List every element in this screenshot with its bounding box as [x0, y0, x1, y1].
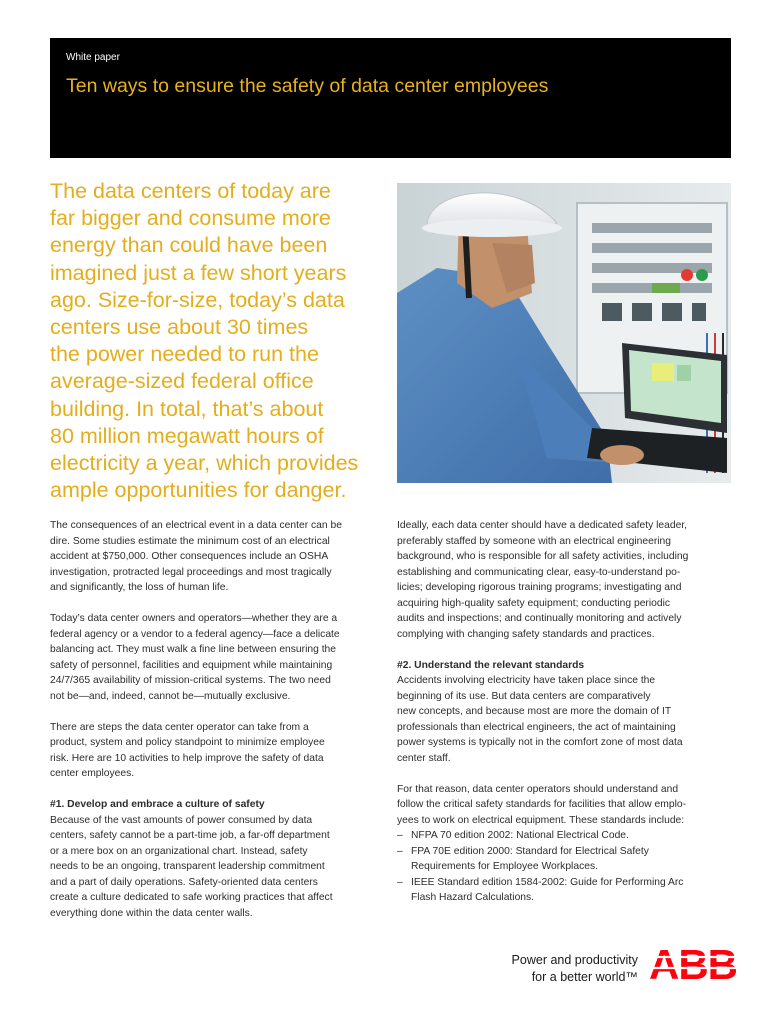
text-line: 24/7/365 availability of mission-critical systems. The two need	[50, 675, 331, 686]
abb-logo	[649, 943, 743, 985]
header-banner	[50, 38, 731, 158]
section-2-heading: #2. Understand the relevant standards	[397, 659, 585, 671]
dash-bullet: –	[397, 830, 403, 841]
standard-list-line	[397, 859, 735, 875]
right-text-column	[397, 518, 735, 906]
standard-text: Flash Hazard Calculations.	[411, 892, 535, 903]
text-line: product, system and policy standpoint to minimize employee	[50, 737, 325, 748]
text-line: center employees.	[50, 768, 135, 779]
text-line: professionals than electrical engineers, the act of maintaining	[397, 721, 676, 733]
technician-with-laptop-image	[397, 183, 731, 483]
section-2-body	[397, 673, 735, 766]
intro-paragraph-consequences	[50, 518, 390, 596]
text-line: center staff.	[397, 752, 451, 764]
standard-text: IEEE Standard edition 1584-2002: Guide for Performing Arc	[411, 876, 684, 888]
document-type-label: White paper	[66, 52, 120, 63]
text-line: Ideally, each data center should have a dedicated safety leader,	[397, 520, 688, 531]
safety-leader-paragraph	[397, 518, 735, 642]
text-line: power systems is typically not in the comfort zone of most data	[397, 737, 683, 748]
lead-line: energy than could have been	[50, 233, 328, 258]
lead-paragraph	[50, 178, 390, 504]
lead-line: ago. Size-for-size, today’s data	[50, 287, 345, 312]
lead-line: centers use about 30 times	[50, 315, 309, 340]
standard-list-line	[397, 890, 735, 906]
text-line: not be—and, indeed, cannot be—mutually exclusive.	[50, 690, 291, 702]
text-line: investigation, protracted legal proceedings and most tragically	[50, 566, 332, 578]
lead-line: The data centers of today are	[50, 179, 331, 203]
text-line: centers, safety cannot be a part-time job, a far-off department	[50, 830, 330, 841]
standard-list-line	[397, 844, 735, 860]
text-line: audits and inspections; and continually monitoring and actively	[397, 613, 682, 624]
text-line: federal agency or a vendor to a federal agency—face a delicate	[50, 628, 340, 640]
dash-bullet: –	[397, 876, 403, 888]
lead-line: 80 million megawatt hours of	[50, 423, 324, 448]
dash-bullet: –	[397, 845, 403, 857]
intro-paragraph-balancing-act	[50, 611, 390, 704]
text-line: needs to be an ongoing, transparent leadership commitment	[50, 861, 325, 872]
standards-list	[397, 828, 735, 906]
standard-text: NFPA 70 edition 2002: National Electrical Code.	[411, 830, 629, 841]
standard-text: FPA 70E edition 2000: Standard for Electrical Safety	[411, 845, 649, 857]
section-1-body	[50, 813, 390, 922]
text-line: Today’s data center owners and operators—whether they are a	[50, 613, 338, 624]
text-line: Accidents involving electricity have taken place since the	[397, 675, 656, 686]
standards-intro-paragraph	[397, 782, 735, 829]
text-line: yees to work on electrical equipment. These standards include:	[397, 814, 685, 826]
standard-list-line	[397, 828, 735, 844]
lead-line: the power needed to run the	[50, 342, 319, 367]
text-line: establishing and communicating clear, easy-to-understand po-	[397, 566, 681, 578]
footer-tagline	[482, 952, 638, 986]
text-line: safety of personnel, facilities and equipment while maintaining	[50, 659, 333, 671]
text-line: complying with changing safety standards and practices.	[397, 628, 655, 640]
tagline-line-1: Power and productivity	[511, 953, 638, 967]
text-line: beginning of its use. But data centers are comparatively	[397, 690, 651, 702]
lead-line: ample opportunities for danger.	[50, 478, 347, 503]
lead-line: imagined just a few short years	[50, 260, 347, 285]
text-line: background, who is responsible for all safety activities, including	[397, 551, 689, 562]
intro-paragraph-steps	[50, 720, 390, 782]
text-line: licies; developing rigorous training programs; investigating and	[397, 582, 682, 593]
lead-line: electricity a year, which provides	[50, 451, 359, 476]
text-line: new concepts, and because most are more the domain of IT	[397, 706, 672, 717]
text-line: acquiring high-quality safety equipment; conducting periodic	[397, 597, 671, 609]
text-line: dire. Some studies estimate the minimum cost of an electrical	[50, 535, 330, 547]
text-line: or a mere box on an organizational chart. Instead, safety	[50, 845, 308, 857]
text-line: preferably staffed by someone with an electrical engineering	[397, 535, 671, 547]
text-line: There are steps the data center operator can take from a	[50, 721, 309, 733]
lead-line: building. In total, that’s about	[50, 396, 324, 421]
text-line: For that reason, data center operators should understand and	[397, 783, 679, 795]
abb-logo-text: ABB	[649, 943, 737, 985]
text-line: balancing act. They must walk a fine line between ensuring the	[50, 644, 337, 655]
text-line: and a part of daily operations. Safety-oriented data centers	[50, 876, 318, 888]
lead-line: average-sized federal office	[50, 369, 314, 394]
document-title: Ten ways to ensure the safety of data center employees	[66, 75, 549, 97]
standard-list-line	[397, 875, 735, 891]
text-line: accident at $750,000. Other consequences include an OSHA	[50, 551, 329, 562]
text-line: risk. Here are 10 activities to help improve the safety of data	[50, 752, 324, 764]
lead-line: far bigger and consume more	[50, 206, 331, 231]
tagline-line-2: for a better world™	[531, 970, 638, 984]
text-line: and significantly, the loss of human life.	[50, 582, 229, 593]
section-1-heading: #1. Develop and embrace a culture of safety	[50, 799, 265, 810]
left-text-column	[50, 518, 390, 937]
text-line: Because of the vast amounts of power consumed by data	[50, 814, 313, 826]
text-line: The consequences of an electrical event in a data center can be	[50, 520, 342, 531]
text-line: everything done within the data center walls.	[50, 907, 253, 919]
standard-text: Requirements for Employee Workplaces.	[411, 861, 598, 872]
text-line: create a culture dedicated to safe working practices that affect	[50, 892, 333, 903]
text-line: follow the critical safety standards for facilities that allow emplo-	[397, 799, 687, 810]
